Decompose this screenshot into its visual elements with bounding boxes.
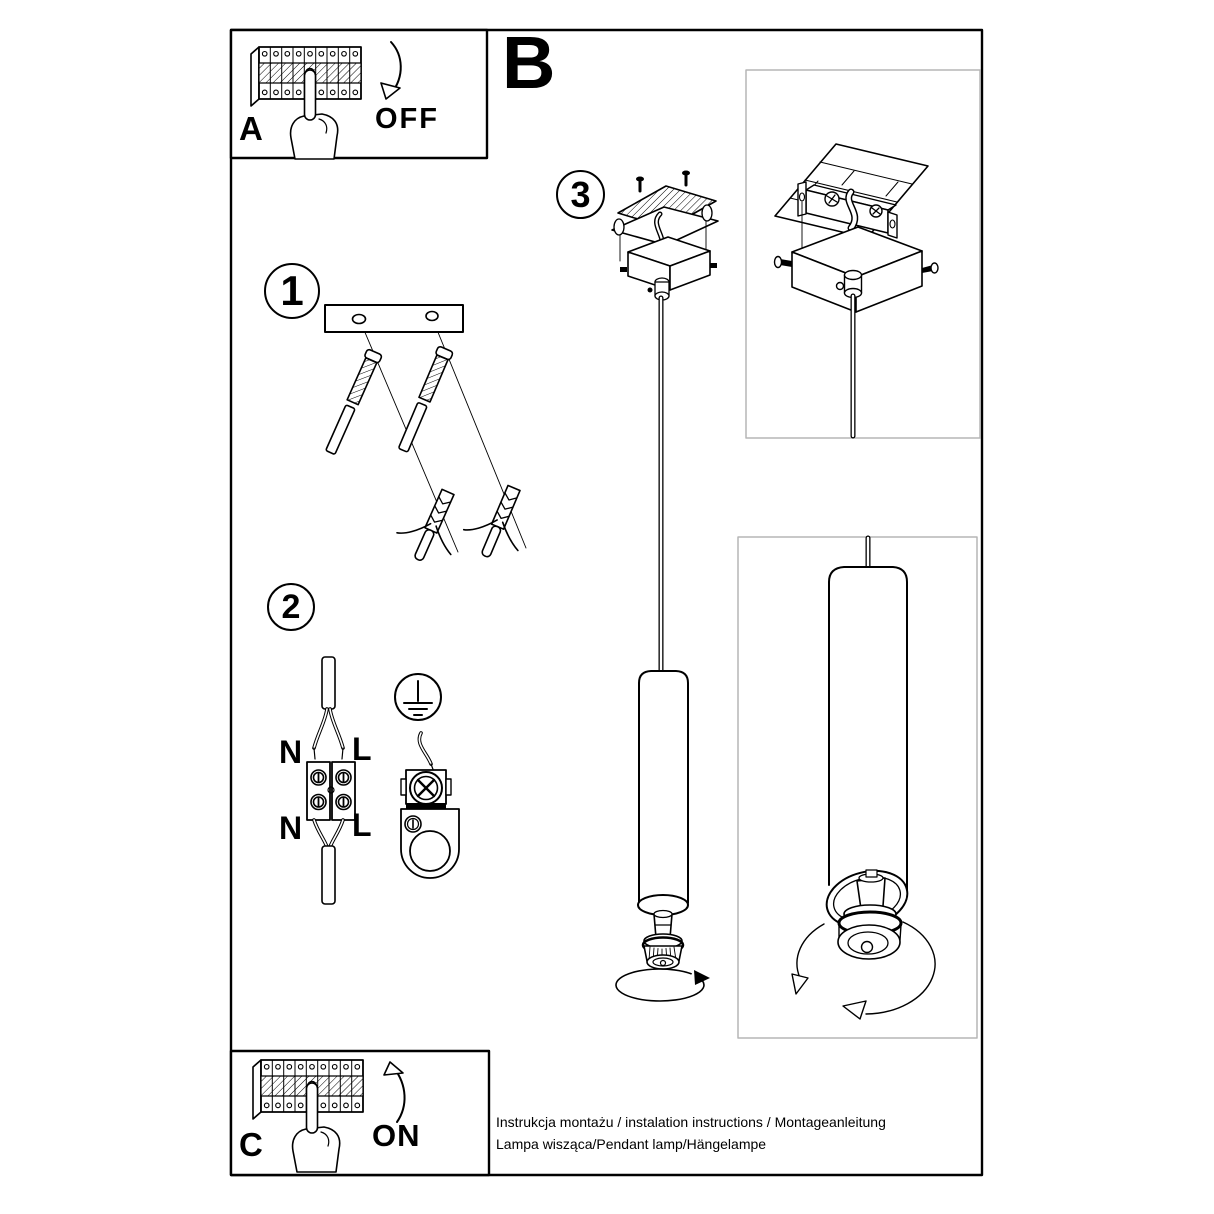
step-1-badge: 1 (264, 263, 320, 319)
footer-line-1: Instrukcja montażu / instalation instructions / Montageanleitung (496, 1114, 886, 1130)
ground-clamp-drawing (401, 733, 459, 878)
rotate-arrow-icon (616, 969, 710, 1001)
step2-cable-bottom (314, 820, 343, 904)
step1-screw-right (396, 346, 454, 454)
canopy-detail-drawing (775, 227, 939, 436)
step2-terminal-block (307, 762, 355, 820)
wire-label-n-top: N (279, 734, 303, 770)
lamp-bulb-drawing (643, 911, 683, 970)
ground-symbol-icon (395, 674, 441, 720)
wire-label-n-bottom: N (279, 810, 303, 846)
on-label: ON (372, 1118, 421, 1153)
pendant-lamp-drawing (638, 298, 688, 915)
section-b-label: B (502, 21, 556, 104)
step1-anchor-left (390, 480, 473, 571)
step1-anchor-right (457, 476, 539, 567)
lamp-detail-drawing (821, 538, 914, 959)
panel-c-label: C (239, 1126, 263, 1163)
wire-label-l-bottom: L (352, 807, 372, 843)
wire-label-l-top: L (352, 731, 372, 767)
step1-screw-left (323, 349, 382, 456)
off-label: OFF (375, 103, 439, 135)
step3-mount-drawing (612, 171, 718, 301)
step-2-badge: 2 (267, 583, 315, 631)
footer-line-2: Lampa wisząca/Pendant lamp/Hängelampe (496, 1136, 767, 1152)
step-3-badge: 3 (556, 170, 605, 219)
panel-a-label: A (239, 110, 263, 147)
step2-cable-top (314, 657, 343, 759)
